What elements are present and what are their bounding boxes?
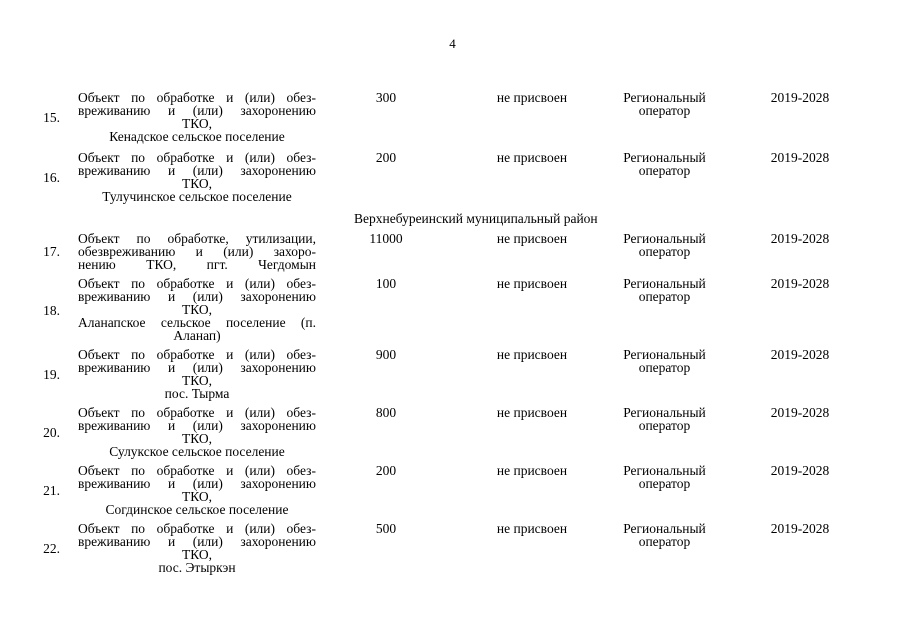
object-name-line: Объект по обработке и (или) обез- [78,90,316,105]
object-name-line: вреживанию и (или) захоронению [78,476,316,491]
object-name-line: Объект по обработке и (или) обез- [78,276,316,291]
capacity: 300 [375,90,397,105]
object-name-line: Согдинское сельское поселение [105,502,289,517]
owner-line: Региональный [623,90,706,105]
registry-code: не присвоен [496,405,568,420]
capacity: 100 [375,276,397,291]
object-name-line: Объект по обработке и (или) обез- [78,405,316,420]
district-heading: Верхнебуреинский муниципальный район [354,211,598,226]
row-number: 20. [43,425,60,440]
object-name-line: ТКО, [181,373,213,388]
owner-line: Региональный [623,276,706,291]
registry-code: не присвоен [496,521,568,536]
capacity: 200 [375,150,397,165]
object-name-line: Тулучинское сельское поселение [102,189,292,204]
owner-line: оператор [638,289,691,304]
object-name-line: ТКО, [181,489,213,504]
object-name [78,464,316,516]
owner [607,406,722,432]
row-number: 18. [43,303,60,318]
object-name-line: вреживанию и (или) захоронению [78,534,316,549]
owner-line: оператор [638,534,691,549]
owner-line: оператор [638,418,691,433]
object-name-line: вреживанию и (или) захоронению [78,360,316,375]
owner [607,464,722,490]
capacity: 900 [375,347,397,362]
period: 2019-2028 [770,463,830,478]
owner-line: оператор [638,476,691,491]
owner [607,151,722,177]
capacity: 11000 [369,231,403,246]
object-name [78,348,316,400]
object-name [78,232,316,271]
owner-line: оператор [638,103,691,118]
object-name-line: Объект по обработке, утилизации, [78,231,316,246]
period: 2019-2028 [770,276,830,291]
object-name-line: ТКО, [181,431,213,446]
registry-code: не присвоен [496,463,568,478]
object-name-line: вреживанию и (или) захоронению [78,289,316,304]
period: 2019-2028 [770,347,830,362]
owner [607,522,722,548]
owner [607,91,722,117]
period: 2019-2028 [770,405,830,420]
row-number: 15. [43,110,60,125]
object-name-line: Объект по обработке и (или) обез- [78,521,316,536]
object-name-line: пос. Тырма [164,386,230,401]
object-name-line: ТКО, [181,302,213,317]
row-number: 21. [43,483,60,498]
object-name [78,406,316,458]
row-number: 16. [43,170,60,185]
object-name-line: Объект по обработке и (или) обез- [78,150,316,165]
object-name-line: Кенадское сельское поселение [109,129,285,144]
period: 2019-2028 [770,231,830,246]
object-name-line: Объект по обработке и (или) обез- [78,463,316,478]
owner-line: Региональный [623,463,706,478]
object-name-line: ТКО, [181,176,213,191]
object-name-line: Объект по обработке и (или) обез- [78,347,316,362]
object-name-line: Аланапское сельское поселение (п. [78,315,316,330]
registry-code: не присвоен [496,231,568,246]
capacity: 800 [375,405,397,420]
owner-line: Региональный [623,405,706,420]
registry-code: не присвоен [496,150,568,165]
capacity: 500 [375,521,397,536]
object-name-line: вреживанию и (или) захоронению [78,418,316,433]
owner [607,348,722,374]
object-name-line: Сулукское сельское поселение [109,444,285,459]
registry-code: не присвоен [496,90,568,105]
object-name-line: обезвреживанию и (или) захоро- [78,244,316,259]
object-name [78,151,316,203]
object-name [78,91,316,143]
owner-line: оператор [638,163,691,178]
owner-line: Региональный [623,347,706,362]
registry-code: не присвоен [496,347,568,362]
object-name-line: пос. Этыркэн [158,560,236,575]
capacity: 200 [375,463,397,478]
object-name-line: ТКО, [181,116,213,131]
owner-line: Региональный [623,150,706,165]
object-name-line: нению ТКО, пгт. Чегдомын [78,257,316,272]
row-number: 17. [43,244,60,259]
object-name-line: Аланап) [173,328,221,343]
period: 2019-2028 [770,90,830,105]
owner [607,277,722,303]
owner [607,232,722,258]
object-name-line: ТКО, [181,547,213,562]
row-number: 19. [43,367,60,382]
owner-line: Региональный [623,231,706,246]
row-number: 22. [43,541,60,556]
period: 2019-2028 [770,150,830,165]
registry-code: не присвоен [496,276,568,291]
object-name-line: вреживанию и (или) захоронению [78,103,316,118]
period: 2019-2028 [770,521,830,536]
object-name [78,277,316,342]
object-name-line: вреживанию и (или) захоронению [78,163,316,178]
page-number: 4 [449,36,456,51]
object-name [78,522,316,574]
owner-line: оператор [638,244,691,259]
owner-line: оператор [638,360,691,375]
owner-line: Региональный [623,521,706,536]
